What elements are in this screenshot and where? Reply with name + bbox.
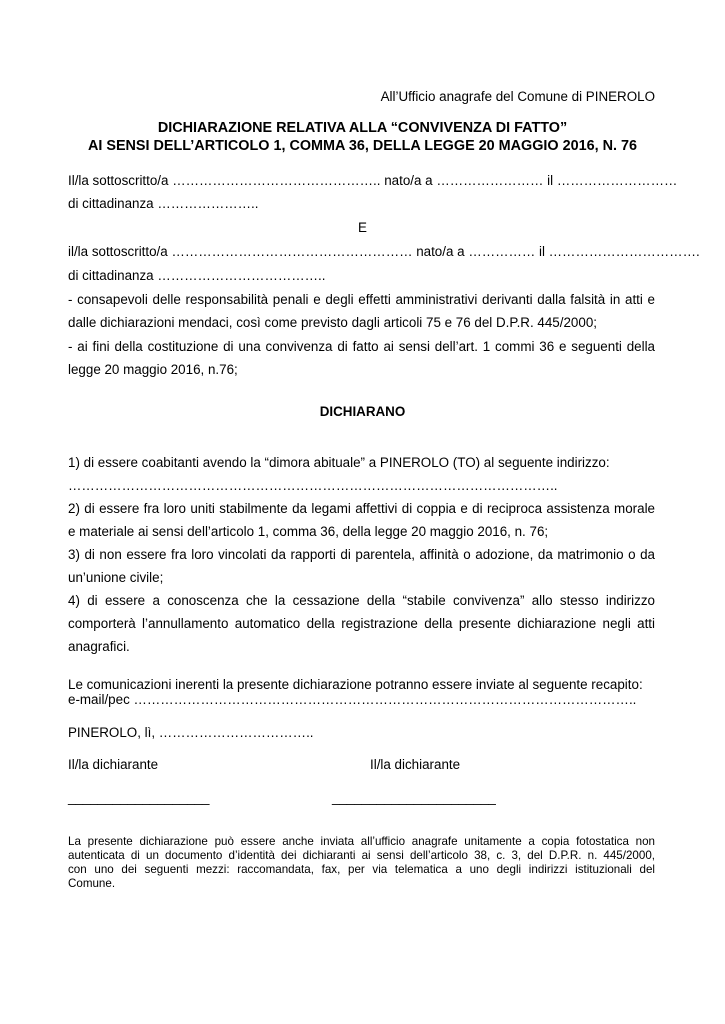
declaration-3-line-1: 3) di non essere fra loro vincolati da rapporti di parentela, affinità o adozione, da matrimonio o da — [68, 547, 655, 562]
footnote-line-1: La presente dichiarazione può essere anche inviata all’ufficio anagrafe unitamente a copia fotostatica non — [68, 835, 655, 848]
declaration-1-address-line: ……………………………………………………………………………………………….. — [68, 478, 558, 493]
second-declarant-citizenship: di cittadinanza ……………………………….. — [68, 268, 326, 283]
declaration-4-line-1: 4) di essere a conoscenza che la cessazione della “stabile convivenza” allo stesso indirizzo — [68, 593, 655, 608]
premise-2-line-1: - ai fini della costituzione di una convivenza di fatto ai sensi dell’art. 1 commi 36 e seguenti della — [68, 339, 655, 354]
contact-email-line: e-mail/pec ………………………………………………………………………………………………….. — [68, 692, 637, 707]
footnote-line-2: autenticata di un documento d’identità dei dichiaranti ai sensi dell’articolo 38, c. 3, del D.P.R. n. 445/2000, — [68, 849, 655, 862]
premise-2-line-2: legge 20 maggio 2016, n.76; — [68, 362, 238, 377]
declaration-2-line-2: e materiale ai sensi dell’articolo 1, comma 36, della legge 20 maggio 2016, n. 76; — [68, 524, 549, 539]
signature-label-right: Il/la dichiarante — [370, 757, 461, 772]
declaration-4-line-3: anagrafici. — [68, 639, 130, 654]
premise-1-line-2: dalle dichiarazioni mendaci, così come previsto dagli articoli 75 e 76 del D.P.R. 445/2000; — [68, 315, 597, 330]
first-declarant-line: Il/la sottoscritto/a ……………………………………….. nato/a a …………………… il ……………………… — [68, 173, 678, 188]
signature-line-left: ___________________ — [68, 790, 210, 805]
footnote-line-4: Comune. — [68, 877, 116, 890]
declaration-4-line-2: comporterà l’annullamento automatico della registrazione della presente dichiarazione negli atti — [68, 616, 655, 631]
declare-heading: DICHIARANO — [319, 404, 406, 419]
title-line-1: DICHIARAZIONE RELATIVA ALLA “CONVIVENZA DI FATTO” — [157, 120, 568, 136]
declaration-2-line-1: 2) di essere fra loro uniti stabilmente da legami affettivi di coppia e di reciproca assistenza morale — [68, 501, 655, 516]
declarants-separator: E — [358, 220, 367, 235]
contact-line-1: Le comunicazioni inerenti la presente dichiarazione potranno essere inviate al seguente recapito: — [68, 677, 643, 692]
footnote-line-3: con uno dei seguenti mezzi: raccomandata, fax, per via telematica a uno degli indirizzi istituzionali del — [68, 863, 655, 876]
signature-label-left: Il/la dichiarante — [68, 757, 159, 772]
declaration-3-line-2: un’unione civile; — [68, 570, 164, 585]
first-declarant-citizenship: di cittadinanza ………………….. — [68, 196, 259, 211]
signature-line-right: ______________________ — [332, 790, 496, 805]
place-date-line: PINEROLO, lì, …………………………….. — [68, 725, 314, 740]
second-declarant-line: il/la sottoscritto/a ……………………………………………… nato/a a …………… il ……………………………. — [68, 244, 700, 259]
premise-1-line-1: - consapevoli delle responsabilità penali e degli effetti amministrativi derivanti dalla falsità in atti e — [68, 292, 655, 307]
declaration-1-line-1: 1) di essere coabitanti avendo la “dimora abituale” a PINEROLO (TO) al seguente indirizzo: — [68, 455, 610, 470]
recipient-header: All’Ufficio anagrafe del Comune di PINEROLO — [380, 89, 655, 104]
title-line-2: AI SENSI DELL’ARTICOLO 1, COMMA 36, DELLA LEGGE 20 MAGGIO 2016, N. 76 — [87, 138, 638, 154]
